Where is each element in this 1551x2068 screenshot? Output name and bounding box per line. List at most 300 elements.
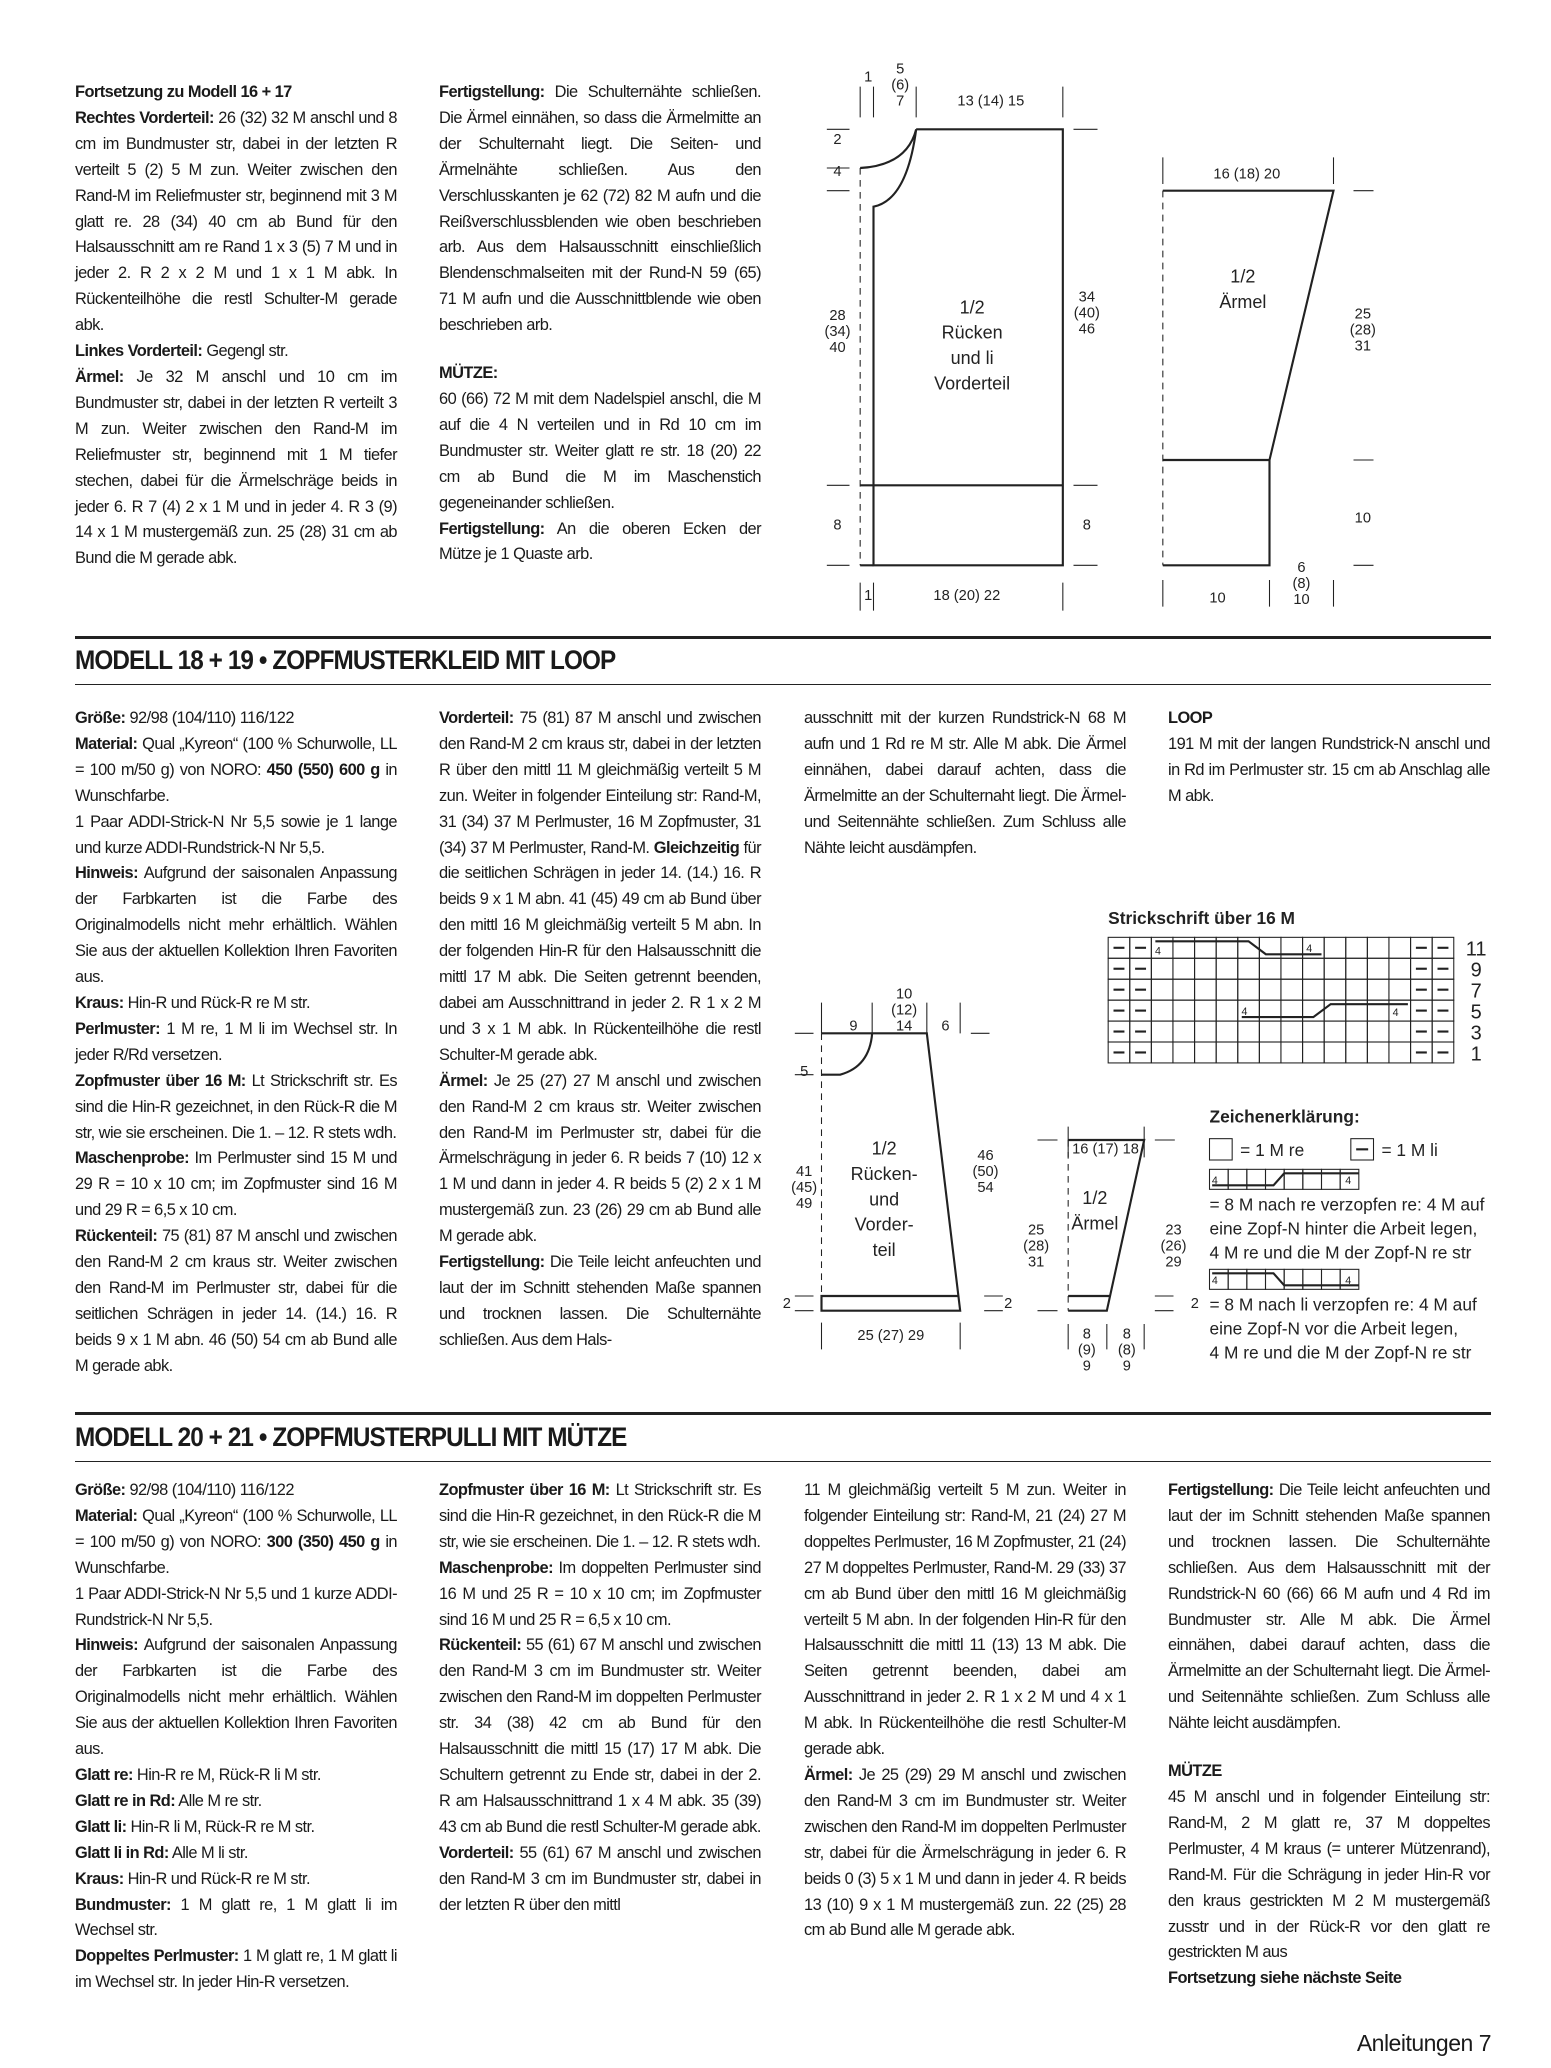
dim-label: 8 — [1082, 517, 1091, 534]
dim-label: 6 — [1297, 560, 1306, 576]
subheading: MÜTZE: — [439, 364, 498, 383]
text-run: 1 Paar ADDI-Strick-N Nr 5,5 und 1 kurze ADDI-Rundstrick-N Nr 5,5. — [75, 1584, 397, 1629]
text-run: 191 M mit der langen Rundstrick-N anschl und in Rd im Perlmuster str. 15 cm ab Anschlag alle M abk. — [1168, 734, 1490, 805]
chart-cell — [1281, 958, 1303, 979]
dim-label: (8) — [1117, 1342, 1136, 1359]
chart-title: Strickschrift über 16 M — [1108, 908, 1295, 928]
cable-line — [1155, 941, 1321, 954]
dim-label: 5 — [800, 1064, 809, 1080]
paragraph — [75, 1633, 397, 1763]
chart-cell — [1367, 958, 1389, 979]
text-run: Je 25 (29) 29 M anschl und zwischen den Rand-M 3 cm im Bundmuster str. Weiter zwischen den Rand-M im doppelten Perlmuster str, dabei für die Ärmelschrägung in jeder 6. R beids 0 (3) 5 x 1 M und dann in jeder 4. R beids 13 (10) 9 x 1 M mustergemäß zun. 22 (25) 28 cm ab Bund alle M gerade abk. — [804, 1765, 1126, 1940]
paragraph — [75, 1763, 397, 1789]
cable-count: 4 — [1241, 1005, 1248, 1018]
text-run: Aufgrund der saisonalen Anpassung der Farbkarten ist die Farbe des Originalmodells nicht mehr erhältlich. Wählen Sie aus der aktuellen Kollektion Ihren Favoriten aus. — [75, 1636, 397, 1759]
paragraph — [1168, 732, 1490, 810]
section-underline — [75, 684, 1491, 685]
paragraph — [75, 1841, 397, 1867]
chart-cell — [1216, 1000, 1238, 1021]
bold-run: Hinweis: — [75, 864, 138, 883]
bold-run: Rechtes Vorderteil: — [75, 108, 214, 127]
cable-count: 4 — [1345, 1175, 1352, 1187]
chart-cell — [1346, 1000, 1368, 1021]
chart-cell — [1389, 1042, 1411, 1063]
paragraph — [75, 365, 397, 572]
dim-label: 31 — [1354, 338, 1371, 355]
piece-label: 1/2 — [1082, 1188, 1108, 1208]
legend-cable-cell — [1228, 1169, 1247, 1189]
text-run: Gegengl str. — [202, 342, 289, 361]
bold-run: Fertigstellung: — [439, 519, 545, 538]
dim-label: 9 — [849, 1018, 858, 1035]
bold-run: Fertigstellung: — [1168, 1481, 1274, 1499]
dim-label: (26) — [1160, 1238, 1187, 1255]
chart-cell — [1303, 1021, 1325, 1042]
text-run: Im doppelten Perlmuster sind 16 M und 25 R = 10 x 10 cm; im Zopfmuster sind 16 M und 25 R = 6,5 x 10 cm. — [439, 1558, 761, 1629]
footer-section: Anleitungen — [1356, 2030, 1473, 2056]
paragraph — [439, 706, 761, 1069]
dim-label: 9 — [1082, 1358, 1091, 1375]
dim-label: 28 — [829, 308, 846, 324]
cable-line — [1242, 1004, 1408, 1020]
cable-count: 4 — [1211, 1275, 1218, 1287]
paragraph — [439, 1478, 761, 1556]
legend-cable-line — [1212, 1273, 1359, 1285]
dim-label: 25 — [1354, 306, 1371, 323]
chart-cell — [1151, 1021, 1173, 1042]
chart-cell — [1173, 1042, 1195, 1063]
text-run: Lt Strickschrift str. Es sind die Hin-R gezeichnet, in den Rück-R die M str, wie sie erscheinen. Die 1. – 12. R stets wdh. — [439, 1481, 762, 1551]
chart-cell — [1324, 937, 1346, 958]
cable-count: 4 — [1211, 1175, 1218, 1187]
legend-line: = 8 M nach re verzopfen re: 4 M auf — [1209, 1194, 1485, 1215]
legend-cable-cell — [1284, 1269, 1303, 1289]
dim-label: 54 — [977, 1180, 994, 1196]
bold-run: Glatt li in Rd: — [75, 1843, 169, 1862]
chart-cell — [1411, 958, 1433, 979]
chart-cell — [1259, 1000, 1281, 1021]
paragraph — [75, 991, 397, 1017]
dim-label: 16 (17) 18 — [1072, 1141, 1139, 1158]
chart-cell — [1259, 979, 1281, 1000]
chart-cell — [1324, 1000, 1346, 1021]
chart-cell — [1259, 1042, 1281, 1063]
paragraph — [75, 1582, 397, 1634]
dim-label: 31 — [1028, 1254, 1045, 1271]
bold-run: Größe: — [75, 1481, 126, 1499]
dim-label: (28) — [1349, 322, 1376, 339]
piece-label: Rücken- — [850, 1164, 918, 1184]
bold-run: Fortsetzung siehe nächste Seite — [1168, 1969, 1402, 1988]
dim-label: 34 — [1078, 289, 1095, 306]
chart-cell — [1432, 1021, 1454, 1042]
piece-label: Ärmel — [1219, 292, 1267, 312]
text-run: An die oberen Ecken der Mütze je 1 Quaste arb. — [439, 519, 761, 564]
dim-label: (34) — [824, 324, 851, 340]
section-divider — [75, 636, 1491, 639]
dim-label: 5 — [896, 61, 905, 78]
bold-run: Vorderteil: — [439, 709, 514, 727]
dim-label: 2 — [833, 132, 842, 148]
paragraph — [439, 517, 761, 569]
symbol-legend — [1210, 1107, 1485, 1363]
bold-run: Material: — [75, 1506, 138, 1525]
chart-cell — [1367, 979, 1389, 1000]
chart-cell — [1259, 937, 1281, 958]
dim-label: (8) — [1292, 576, 1311, 592]
text-run: 1 M glatt re, 1 M glatt li im Wechsel str. — [75, 1895, 397, 1940]
legend-cable-line — [1212, 1173, 1359, 1185]
paragraph — [75, 1789, 397, 1815]
chart-cell — [1281, 1021, 1303, 1042]
chart-cell — [1281, 1000, 1303, 1021]
text-run: Hin-R und Rück-R re M str. — [123, 1869, 311, 1888]
legend-title: Zeichenerklärung: — [1209, 1106, 1360, 1127]
dim-label: 40 — [829, 340, 846, 356]
dim-label: 10 — [1209, 590, 1226, 607]
cable-count: 4 — [1392, 1007, 1399, 1020]
text-column — [75, 706, 397, 1380]
piece-label: Vorderteil — [934, 373, 1011, 394]
chart-cell — [1346, 1021, 1368, 1042]
paragraph — [75, 1017, 397, 1069]
text-column — [804, 1478, 1126, 1944]
chart-cell — [1151, 1000, 1173, 1021]
paragraph — [75, 339, 397, 365]
dim-label: 6 — [941, 1018, 950, 1035]
legend-line: eine Zopf-N vor die Arbeit legen, — [1209, 1318, 1459, 1339]
text-run: 26 (32) 32 M anschl und 8 cm im Bundmuster str, dabei in der letzten R verteilt 5 (2) 5 M zun. Weiter zwischen den Rand-M im Reliefmuster str, beginnend mit 3 M glatt re. 28 (34) 40 cm ab Bund für den Halsausschnitt am re Rand 1 x 3 (5) 7 M und in jeder 2. R 2 x 2 M und 1 x 1 M abk. In Rückenteilhöhe die restl Schulter-M gerade abk. — [75, 108, 397, 335]
chart-cell — [1324, 1021, 1346, 1042]
bold-run: Kraus: — [75, 1869, 124, 1888]
chart-cell — [1108, 979, 1130, 1000]
text-run: 92/98 (104/110) 116/122 — [125, 709, 294, 727]
chart-cell — [1281, 1042, 1303, 1063]
bold-run: Fertigstellung: — [439, 1253, 545, 1272]
chart-cell — [1303, 1000, 1325, 1021]
subheading: MÜTZE — [1168, 1762, 1222, 1781]
bold-run: Glatt li: — [75, 1817, 127, 1836]
paragraph — [1168, 1478, 1490, 1737]
chart-cell — [1346, 1042, 1368, 1063]
chart-cell — [1173, 937, 1195, 958]
text-run: 75 (81) 87 M anschl und zwischen den Rand-M 2 cm kraus str. Weiter zwischen den Rand-M im Perlmuster str, dabei für die seitlichen Schrägen in jeder 14. (14.) 16. R beids 9 x 1 M abn. 46 (50) 54 cm ab Bund alle M gerade abk. — [75, 1227, 397, 1375]
page-number: 7 — [1478, 2030, 1491, 2056]
legend-cable-cell — [1322, 1269, 1341, 1289]
chart-cell — [1238, 1042, 1260, 1063]
text-run: 55 (61) 67 M anschl und zwischen den Rand-M 3 cm im Bundmuster str. Weiter zwischen den Rand-M im doppelten Perlmuster str. 34 (38) 42 cm ab Bund für den Halsausschnitt die mittl 15 (17) 17 M abk. Die Schultern getrennt zu Ende str, dabei in der 2. R am Halsausschnittrand 1 x 4 M abk. 35 (39) 43 cm ab Bund die restl Schulter-M gerade abk. — [439, 1636, 761, 1836]
chart-cell — [1108, 1042, 1130, 1063]
legend-cable-cell — [1210, 1169, 1229, 1189]
legend-cable-cell — [1247, 1269, 1266, 1289]
dim-label: 8 — [1122, 1326, 1131, 1343]
dim-label: 1 — [864, 588, 873, 604]
bold-run: Vorderteil: — [439, 1843, 514, 1862]
chart-cell — [1389, 1021, 1411, 1042]
section-divider — [75, 1412, 1491, 1415]
dim-label: 9 — [1122, 1358, 1131, 1375]
chart-cell — [1411, 1021, 1433, 1042]
paragraph — [75, 706, 397, 732]
paragraph — [1168, 1785, 1490, 1966]
chart-row-number: 1 — [1470, 1043, 1482, 1066]
chart-cell — [1195, 958, 1217, 979]
section-title: MODELL 20 + 21 • ZOPFMUSTERPULLI MIT MÜTZE — [75, 1422, 627, 1452]
chart-cell — [1324, 958, 1346, 979]
chart-cell — [1346, 979, 1368, 1000]
dim-label: 14 — [896, 1018, 913, 1035]
paragraph — [75, 1815, 397, 1841]
bold-run: Perlmuster: — [75, 1019, 161, 1038]
chart-cell — [1130, 1042, 1152, 1063]
chart-cell — [1173, 958, 1195, 979]
dim-label: 8 — [1082, 1326, 1091, 1343]
dim-label: 2 — [782, 1296, 791, 1312]
page-footer — [1357, 2030, 1491, 2057]
paragraph — [75, 1146, 397, 1224]
chart-cell — [1411, 1042, 1433, 1063]
section-title: MODELL 18 + 19 • ZOPFMUSTERKLEID MIT LOOP — [75, 645, 616, 675]
bold-run: Glatt re: — [75, 1765, 133, 1784]
chart-cell — [1195, 1021, 1217, 1042]
chart-cell — [1432, 937, 1454, 958]
dim-label: 46 — [1078, 321, 1095, 338]
text-column — [439, 706, 761, 1354]
dim-label: 25 — [1028, 1222, 1045, 1239]
cable-count: 4 — [1306, 943, 1313, 955]
chart-cell — [1130, 979, 1152, 1000]
paragraph — [439, 1250, 761, 1354]
bold-run: Größe: — [75, 709, 126, 727]
bold-run: Fertigstellung: — [439, 83, 545, 101]
chart-row-number: 11 — [1465, 938, 1487, 961]
dim-label: 4 — [833, 164, 842, 180]
chart-cell — [1130, 958, 1152, 979]
chart-cell — [1173, 979, 1195, 1000]
chart-cell — [1346, 937, 1368, 958]
text-run: Hin-R li M, Rück-R re M str. — [126, 1817, 315, 1836]
text-run: Je 25 (27) 27 M anschl und zwischen den Rand-M 2 cm kraus str. Weiter zwischen den Rand-M im Perlmuster str, dabei für die Ärmelschrägung in jeder 6. R beids 7 (10) 12 x 1 M und dann in jeder 4. R beids 5 (2) 2 x 1 M mustergemäß zun. 23 (26) 29 cm ab Bund alle M gerade abk. — [439, 1071, 761, 1246]
dim-label: 16 (18) 20 — [1213, 166, 1281, 183]
paragraph — [439, 1633, 761, 1840]
chart-cell — [1173, 1000, 1195, 1021]
paragraph — [75, 106, 397, 339]
chart-cell — [1389, 979, 1411, 1000]
chart-cell — [1216, 937, 1238, 958]
legend-line: 4 M re und die M der Zopf-N re str — [1209, 1242, 1472, 1263]
text-run: Alle M li str. — [168, 1843, 248, 1862]
bold-run: Ärmel: — [804, 1765, 853, 1784]
chart-cell — [1108, 1021, 1130, 1042]
dim-label: (50) — [972, 1164, 999, 1180]
dim-label: 1 — [864, 69, 873, 86]
bold-run: Gleichzeitig — [653, 838, 740, 857]
piece-label: 1/2 — [871, 1138, 897, 1159]
chart-cell — [1151, 937, 1173, 958]
legend-line: eine Zopf-N hinter die Arbeit legen, — [1209, 1218, 1478, 1239]
paragraph — [75, 1224, 397, 1379]
paragraph — [75, 810, 397, 862]
paragraph — [75, 1504, 397, 1582]
text-column — [75, 1478, 397, 1996]
chart-cell — [1411, 1000, 1433, 1021]
knit-symbol — [1210, 1139, 1233, 1160]
legend-line: 4 M re und die M der Zopf-N re str — [1209, 1342, 1472, 1363]
paragraph — [75, 732, 397, 810]
paragraph — [804, 1478, 1126, 1763]
piece-label: 1/2 — [959, 297, 985, 318]
cable-count: 4 — [1155, 945, 1162, 958]
text-run: 55 (61) 67 M anschl und zwischen den Rand-M 3 cm im Bundmuster str, dabei in der letzten R über den mittl — [439, 1843, 761, 1914]
text-run: für die seitlichen Schrägen in jeder 14. (14.) 16. R beids 9 x 1 M abn. 41 (45) 49 cm ab Bund über den mittl 16 M gleichmäßig verteilt 5 M abn. In der folgenden Hin-R für den Halsausschnitt die mittl 17 M abk. Die Seiten getrennt beenden, dabei am Ausschnittrand in jeder 2. R 1 x 2 M und 3 x 1 M abk. In Rückenteilhöhe die restl Schulter-M gerade abk. — [439, 838, 761, 1064]
text-run: 11 M gleichmäßig verteilt 5 M zun. Weiter in folgender Einteilung str: Rand-M, 21 (24) 27 M doppeltes Perlmuster, 16 M Zopfmuster, 21 (24) 27 M doppeltes Perlmuster, Rand-M. 29 (33) 37 cm ab Bund über den mittl 16 M gleichmäßig verteilt 5 M abn. In der folgenden Hin-R für den Halsausschnitt die mittl 11 (13) 13 M abk. Die Seiten getrennt beenden, dabei am Ausschnittrand in jeder 2. R 1 x 2 M und 4 x 1 M abk. In Rückenteilhöhe die restl Schulter-M gerade abk. — [804, 1481, 1126, 1759]
chart-cell — [1432, 1000, 1454, 1021]
chart-row-number: 7 — [1470, 980, 1482, 1003]
chart-cell — [1238, 979, 1260, 1000]
chart-cell — [1303, 958, 1325, 979]
dim-label: 41 — [796, 1164, 813, 1180]
bold-run: Zopfmuster über 16 M: — [439, 1481, 610, 1499]
legend-cable-cell — [1247, 1169, 1266, 1189]
dim-label: (28) — [1023, 1238, 1050, 1255]
dim-label: 2 — [1190, 1296, 1199, 1312]
text-run: Im Perlmuster sind 15 M und 29 R = 10 x 10 cm; im Zopfmuster sind 16 M und 29 R = 6,5 x 10 cm. — [75, 1149, 397, 1220]
chart-cell — [1303, 979, 1325, 1000]
legend-line: = 8 M nach li verzopfen re: 4 M auf — [1209, 1294, 1477, 1315]
chart-cell — [1367, 1021, 1389, 1042]
text-run: Qual „Kyreon“ (100 % Schurwolle, LL = 100 m/50 g) von NORO: — [75, 1506, 397, 1551]
paragraph — [439, 1556, 761, 1634]
dim-label: (9) — [1077, 1342, 1096, 1359]
chart-cell — [1389, 937, 1411, 958]
paragraph — [439, 1069, 761, 1250]
chart-row-number: 3 — [1470, 1022, 1482, 1045]
chart-cell — [1432, 979, 1454, 1000]
text-run: 1 Paar ADDI-Strick-N Nr 5,5 sowie je 1 lange und kurze ADDI-Rundstrick-N Nr 5,5. — [75, 812, 397, 857]
dim-label: (45) — [791, 1180, 818, 1196]
text-run: 1 M glatt re, 1 M glatt li im Wechsel str. In jeder Hin-R versetzen. — [75, 1947, 397, 1992]
text-run: Hin-R und Rück-R re M str. — [123, 993, 311, 1012]
legend-cable-cell — [1303, 1169, 1322, 1189]
legend-cable-cell — [1228, 1269, 1247, 1289]
paragraph — [75, 1893, 397, 1945]
legend-cable-cell — [1210, 1269, 1229, 1289]
paragraph — [75, 1069, 397, 1147]
chart-cell — [1432, 1042, 1454, 1063]
text-column — [804, 706, 1126, 861]
text-column — [75, 80, 397, 572]
chart-cell — [1389, 958, 1411, 979]
chart-cell — [1367, 1042, 1389, 1063]
dim-label: 23 — [1165, 1222, 1182, 1239]
chart-cell — [1324, 1042, 1346, 1063]
piece-label: Vorder- — [854, 1214, 914, 1235]
legend-cable-cell — [1266, 1269, 1285, 1289]
legend-cable-cell — [1266, 1169, 1285, 1189]
text-run: in Wunschfarbe. — [75, 760, 397, 805]
chart-cell — [1367, 937, 1389, 958]
dim-label: 10 — [1293, 592, 1310, 608]
subheading: Fortsetzung zu Modell 16 + 17 — [75, 83, 292, 101]
chart-cell — [1216, 1021, 1238, 1042]
dim-label: 8 — [833, 517, 842, 534]
dim-label: 18 (20) 22 — [933, 588, 1001, 604]
paragraph — [75, 1867, 397, 1893]
subheading: LOOP — [1168, 709, 1213, 727]
dim-label: (6) — [891, 77, 910, 94]
chart-cell — [1108, 937, 1130, 958]
bold-run: 300 (350) 450 g — [266, 1532, 380, 1551]
text-run: Hin-R re M, Rück-R li M str. — [132, 1765, 321, 1784]
piece-label: und — [869, 1189, 900, 1210]
dim-label: 2 — [1004, 1296, 1013, 1312]
text-run: Aufgrund der saisonalen Anpassung der Farbkarten ist die Farbe des Originalmodells nicht mehr erhältlich. Wählen Sie aus der aktuellen Kollektion Ihren Favoriten aus. — [75, 864, 397, 987]
text-run: Alle M re str. — [175, 1791, 262, 1810]
dim-label: 13 (14) 15 — [957, 93, 1025, 110]
paragraph — [804, 1763, 1126, 1944]
piece-label: Rücken — [941, 322, 1003, 343]
chart-cell — [1151, 1042, 1173, 1063]
chart-cell — [1238, 1021, 1260, 1042]
chart-cell — [1238, 1000, 1260, 1021]
legend-cable-cell — [1322, 1169, 1341, 1189]
cable-count: 4 — [1345, 1275, 1352, 1287]
chart-cell — [1281, 937, 1303, 958]
bold-run: Bundmuster: — [75, 1895, 171, 1914]
piece-label: teil — [872, 1240, 896, 1260]
chart-cell — [1195, 979, 1217, 1000]
chart-cell — [1216, 1042, 1238, 1063]
paragraph — [439, 387, 761, 517]
bold-run: Maschenprobe: — [439, 1558, 553, 1577]
chart-cell — [1216, 979, 1238, 1000]
chart-cell — [1238, 937, 1260, 958]
text-run: Je 32 M anschl und 10 cm im Bundmuster str, dabei in der letzten R verteilt 3 M zun. Weiter zwischen den Rand-M im Reliefmuster str, beginnend mit 1 M tiefer stechen, dabei für die Ärmelschräge beids in jeder 6. R 7 (4) 2 x 1 M und in jeder 4. R 3 (9) 14 x 1 M mustergemäß zun. 25 (28) 31 cm ab Bund die M gerade abk. — [75, 367, 397, 568]
dim-label: 25 (27) 29 — [857, 1328, 925, 1344]
chart-cell — [1324, 979, 1346, 1000]
text-column — [1168, 706, 1490, 810]
text-column — [439, 1478, 761, 1918]
chart-cell — [1411, 937, 1433, 958]
bold-run: Material: — [75, 734, 138, 753]
legend-cable-cell — [1340, 1269, 1359, 1289]
chart-cell — [1216, 958, 1238, 979]
legend-cable-cell — [1303, 1269, 1322, 1289]
paragraph — [439, 1841, 761, 1919]
bold-run: Doppeltes Perlmuster: — [75, 1947, 239, 1966]
chart-cell — [1195, 1000, 1217, 1021]
chart-cell — [1108, 1000, 1130, 1021]
schematic-back-front-16-17 — [824, 61, 1099, 610]
text-column — [439, 80, 761, 568]
chart-cell — [1108, 958, 1130, 979]
dim-label: 29 — [1165, 1254, 1182, 1271]
legend-cable-cell — [1340, 1169, 1359, 1189]
dim-label: 7 — [896, 93, 905, 110]
chart-cell — [1238, 958, 1260, 979]
bold-run: Maschenprobe: — [75, 1149, 189, 1168]
chart-cell — [1259, 1021, 1281, 1042]
schematic-sleeve-18-19 — [1023, 1127, 1199, 1375]
chart-cell — [1281, 979, 1303, 1000]
paragraph — [439, 80, 761, 339]
legend-cable-cell — [1284, 1169, 1303, 1189]
text-run: Lt Strickschrift str. Es sind die Hin-R gezeichnet, in den Rück-R die M str, wie sie erscheinen. Die 1. – 12. R stets wdh. — [75, 1071, 398, 1142]
bold-run: Rückenteil: — [439, 1636, 522, 1655]
dim-label: 10 — [896, 986, 913, 1003]
chart-cell — [1346, 958, 1368, 979]
paragraph — [804, 706, 1126, 861]
